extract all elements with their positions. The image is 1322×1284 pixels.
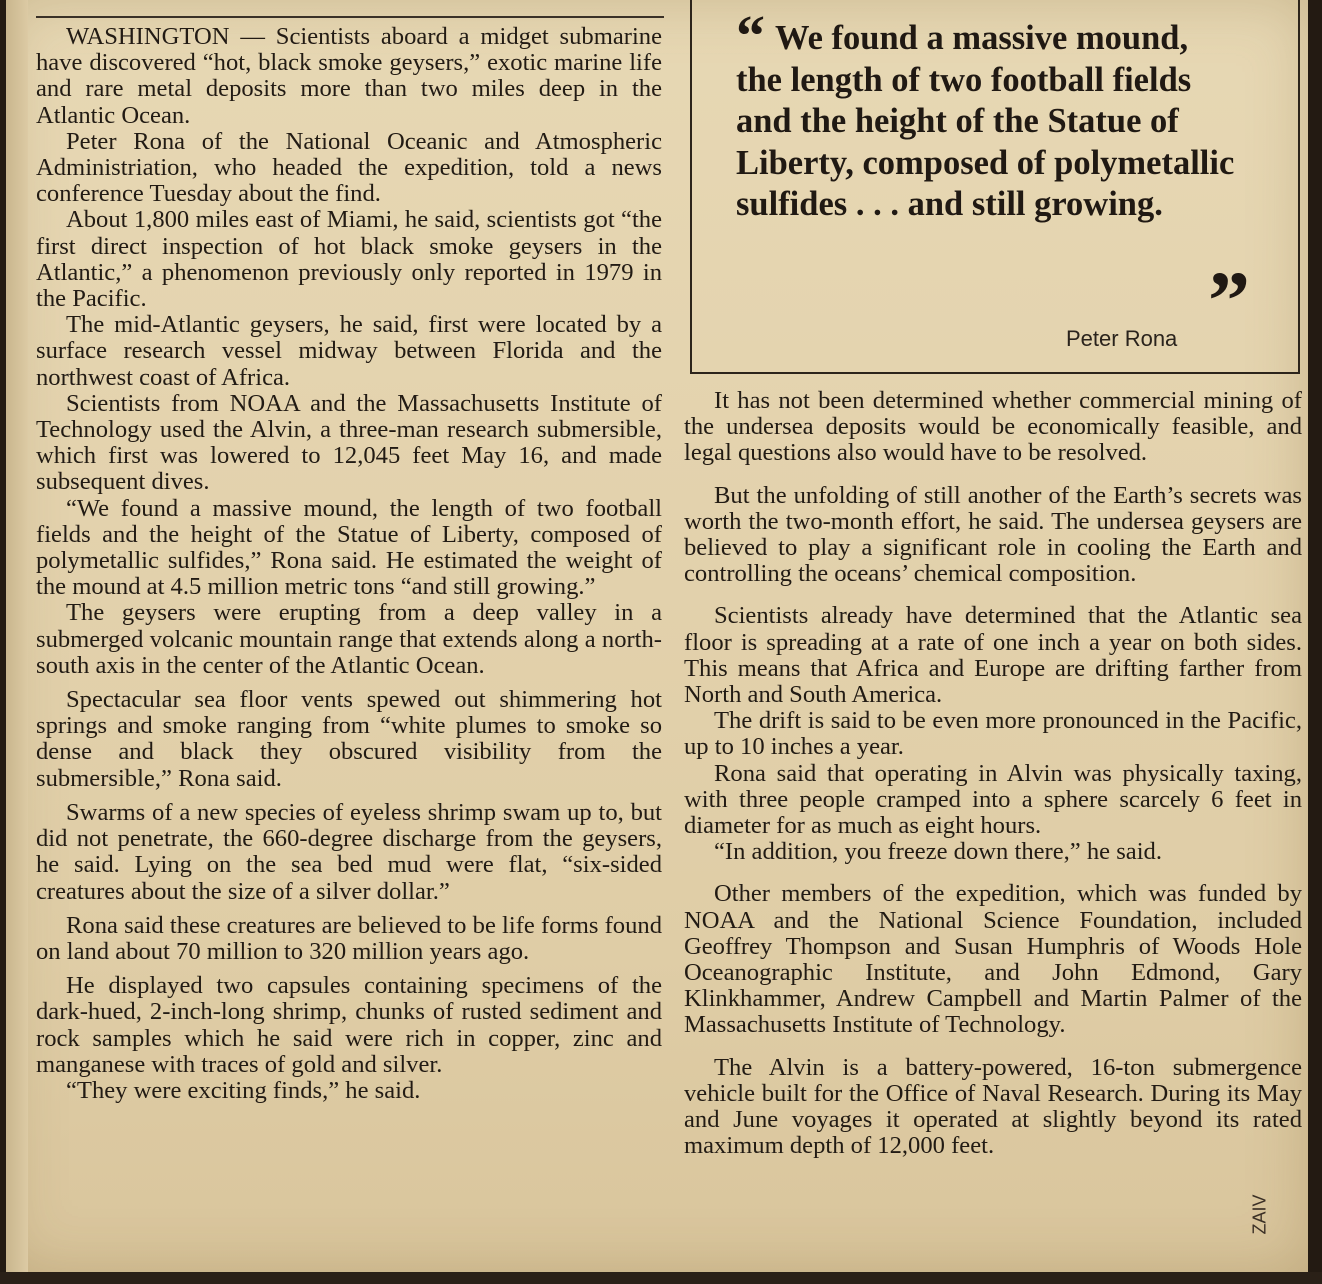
paragraph: But the unfolding of still another of the Earth’s secrets was worth the two-month effort, he said. The undersea geysers are believed to play a significant role in cooling the Earth and controlling the oceans’ chemical composition. [684,481,1302,588]
paragraph: Peter Rona of the National Oceanic and Atmospheric Administriation, who headed the expedition, told a news conference Tuesday about the find. [36,127,662,208]
paragraph: Rona said these creatures are believed to be life forms found on land about 70 million to 320 million years ago. [36,911,662,965]
top-rule [36,16,664,18]
newspaper-clipping [6,0,1308,1272]
clipping-edge [6,0,28,1272]
paragraph: The mid-Atlantic geysers, he said, first were located by a surface research vessel midway between Florida and the northwest coast of Africa. [36,311,662,391]
article-right-column [684,388,1302,1159]
paragraph: Scientists from NOAA and the Massachusetts Institute of Technology used the Alvin, a three-man research submersible, which first was lowered to 12,045 feet May 16, and made subsequent dives. [36,389,662,496]
paragraph: Other members of the expedition, which was funded by NOAA and the National Science Foundation, included Geoffrey Thompson and Susan Humphris of Woods Hole Oceanographic Institute, and John Edmond, Gary Klinkhammer, Andrew Campbell and Martin Palmer of the Massachusetts Institute of Technology. [684,880,1302,1039]
margin-note: ZAIV [1249,1194,1270,1235]
paragraph: It has not been determined whether commercial mining of the undersea deposits would be economically feasible, and legal questions also would have to be resolved. [684,387,1302,467]
pull-quote-body: We found a massive mound, the length of two football fields and the height of the Statue of Liberty, composed of polymetallic sulfides . . . and still growing. [736,19,1235,223]
paragraph: “In addition, you freeze down there,” he said. [714,838,1162,866]
pull-quote-attribution: Peter Rona [1066,326,1178,351]
paragraph: Swarms of a new species of eyeless shrimp swam up to, but did not penetrate, the 660-degree discharge from the geysers, he said. Lying on the sea bed mud were flat, “six-sided creatures about the size of a silver dollar.” [36,798,662,905]
open-quote-mark: “ [736,3,765,68]
paragraph: The drift is said to be even more pronounced in the Pacific, up to 10 inches a year. [684,707,1302,761]
paragraph: The geysers were erupting from a deep valley in a submerged volcanic mountain range that extends along a north-south axis in the center of the Atlantic Ocean. [36,599,662,679]
paragraph: Spectacular sea floor vents spewed out shimmering hot springs and smoke ranging from “white plumes to smoke so dense and black they obscured visibility from the submersible,” Rona said. [36,686,662,792]
pull-quote-text [736,3,1236,226]
paragraph: “They were exciting finds,” he said. [66,1076,421,1104]
paragraph: The Alvin is a battery-powered, 16-ton submergence vehicle built for the Office of Naval Research. During its May and June voyages it operated at slightly beyond its rated maximum depth of 12,000 feet. [684,1053,1302,1160]
background-strip [0,1272,1322,1284]
close-quote-mark: ” [1208,255,1250,348]
pull-quote-box [690,0,1300,374]
paragraph: He displayed two capsules containing specimens of the dark-hued, 2-inch-long shrimp, chunks of rusted sediment and rock samples which he said were rich in copper, zinc and manganese with traces of gold and silver. [36,972,662,1078]
paragraph: About 1,800 miles east of Miami, he said, scientists got “the first direct inspection of hot black smoke geysers in the Atlantic,” a phenomenon previously only reported in 1979 in the Pacific. [36,206,662,313]
article-left-column [36,24,662,1104]
paragraph-dateline: WASHINGTON — Scientists aboard a midget submarine have discovered “hot, black smoke geysers,” exotic marine life and rare metal deposits more than two miles deep in the Atlantic Ocean. [36,23,662,129]
paragraph: Scientists already have determined that the Atlantic sea floor is spreading at a rate of one inch a year on both sides. This means that Africa and Europe are drifting farther from North and South America. [684,602,1302,709]
paragraph: “We found a massive mound, the length of two football fields and the height of the Statue of Liberty, composed of polymetallic sulfides,” Rona said. He estimated the weight of the mound at 4.5 million metric tons “and still growing.” [36,494,662,601]
paragraph: Rona said that operating in Alvin was physically taxing, with three people cramped into a sphere scarcely 6 feet in diameter for as much as eight hours. [684,759,1302,840]
